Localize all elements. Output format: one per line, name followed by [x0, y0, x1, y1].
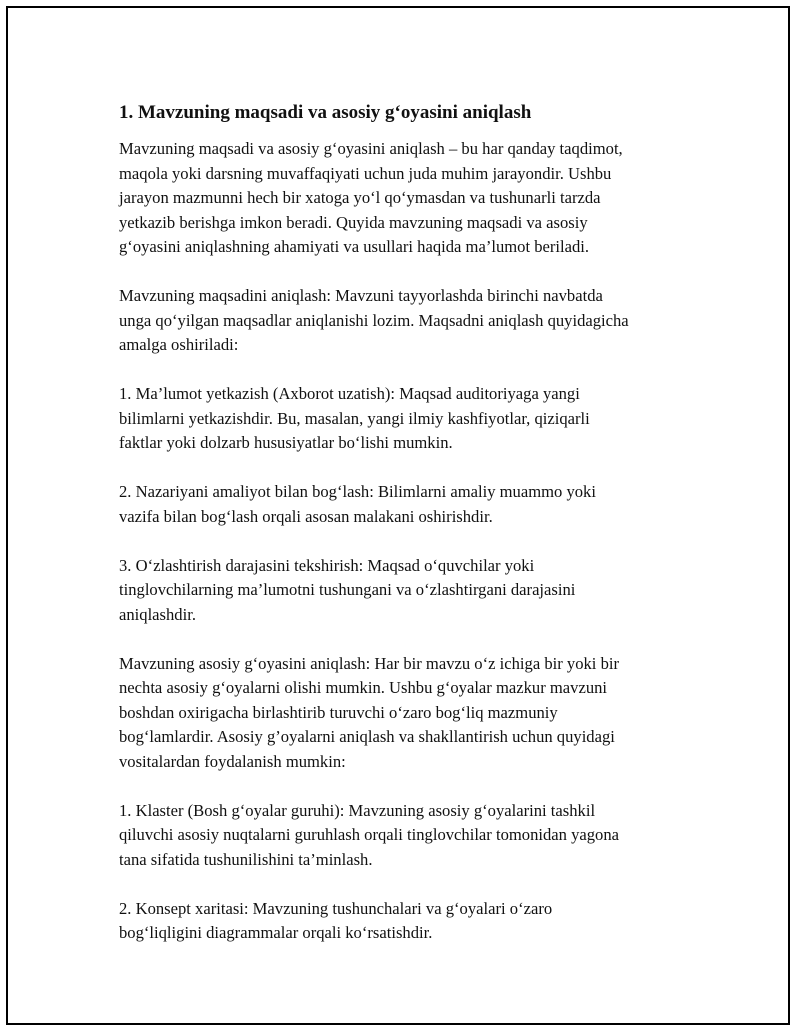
text-line: tinglovchilarning ma’lumotni tushungani va o‘zlashtirgani darajasini [119, 580, 576, 599]
paragraph-intro [119, 137, 709, 260]
text-line: aniqlashdir. [119, 604, 196, 624]
list-item-concept-map [119, 897, 709, 946]
text-line: 3. O‘zlashtirish darajasini tekshirish: Maqsad o‘quvchilar yoki [119, 555, 535, 575]
list-item-information [119, 382, 709, 456]
text-line: unga qo‘yilgan maqsadlar aniqlanishi lozim. Maqsadni aniqlash quyidagicha [119, 310, 629, 330]
text-line: Mavzuning maqsadini aniqlash: Mavzuni tayyorlashda birinchi navbatda [119, 286, 603, 305]
text-line: bilimlarni yetkazishdir. Bu, masalan, yangi ilmiy kashfiyotlar, qiziqarli [119, 408, 590, 428]
list-item-assessment [119, 554, 709, 628]
list-item-theory-practice [119, 480, 709, 529]
text-line: amalga oshiriladi: [119, 335, 239, 354]
paragraph-purpose [119, 284, 709, 358]
text-line: g‘oyasini aniqlashning ahamiyati va usullari haqida ma’lumot beriladi. [119, 237, 590, 256]
text-line: bog‘liqligini diagrammalar orqali ko‘rsatishdir. [119, 923, 433, 942]
text-line: bog‘lamlardir. Asosiy g’oyalarni aniqlash va shakllantirish uchun quyidagi [119, 727, 615, 746]
document-page [6, 6, 790, 1025]
text-line: 1. Klaster (Bosh g‘oyalar guruhi): Mavzuning asosiy g‘oyalarini tashkil [119, 800, 596, 820]
text-line: boshdan oxirigacha birlashtirib turuvchi o‘zaro bog‘liq mazmuniy [119, 702, 558, 722]
text-line: Mavzuning asosiy g‘oyasini aniqlash: Har bir mavzu o‘z ichiga bir yoki bir [119, 653, 620, 673]
text-line: qiluvchi asosiy nuqtalarni guruhlash orqali tinglovchilar tomonidan yagona [119, 825, 620, 844]
text-line: jarayon mazmunni hech bir xatoga yo‘l qo‘ymasdan va tushunarli tarzda [119, 188, 601, 207]
text-line: 1. Ma’lumot yetkazish (Axborot uzatish): Maqsad auditoriyaga yangi [119, 384, 580, 403]
list-item-cluster [119, 799, 709, 873]
text-line: vazifa bilan bog‘lash orqali asosan malakani oshirishdir. [119, 506, 493, 526]
section-heading: 1. Mavzuning maqsadi va asosiy g‘oyasini aniqlash [119, 102, 532, 123]
text-line: maqola yoki darsning muvaffaqiyati uchun juda muhim jarayondir. Ushbu [119, 163, 612, 183]
paragraph-main-idea [119, 652, 709, 775]
text-line: faktlar yoki dolzarb hususiyatlar bo‘lishi mumkin. [119, 433, 453, 452]
text-line: tana sifatida tushunilishini ta’minlash. [119, 849, 373, 869]
document-content [119, 100, 709, 970]
text-line: nechta asosiy g‘oyalarni olishi mumkin. Ushbu g‘oyalar mazkur mavzuni [119, 678, 608, 697]
text-line: 2. Nazariyani amaliyot bilan bog‘lash: Bilimlarni amaliy muammo yoki [119, 482, 596, 501]
text-line: yetkazib berishga imkon beradi. Quyida mavzuning maqsadi va asosiy [119, 212, 588, 232]
text-line: 2. Konsept xaritasi: Mavzuning tushunchalari va g‘oyalari o‘zaro [119, 898, 553, 918]
text-line: Mavzuning maqsadi va asosiy g‘oyasini aniqlash – bu har qanday taqdimot, [119, 139, 623, 158]
text-line: vositalardan foydalanish mumkin: [119, 751, 346, 771]
